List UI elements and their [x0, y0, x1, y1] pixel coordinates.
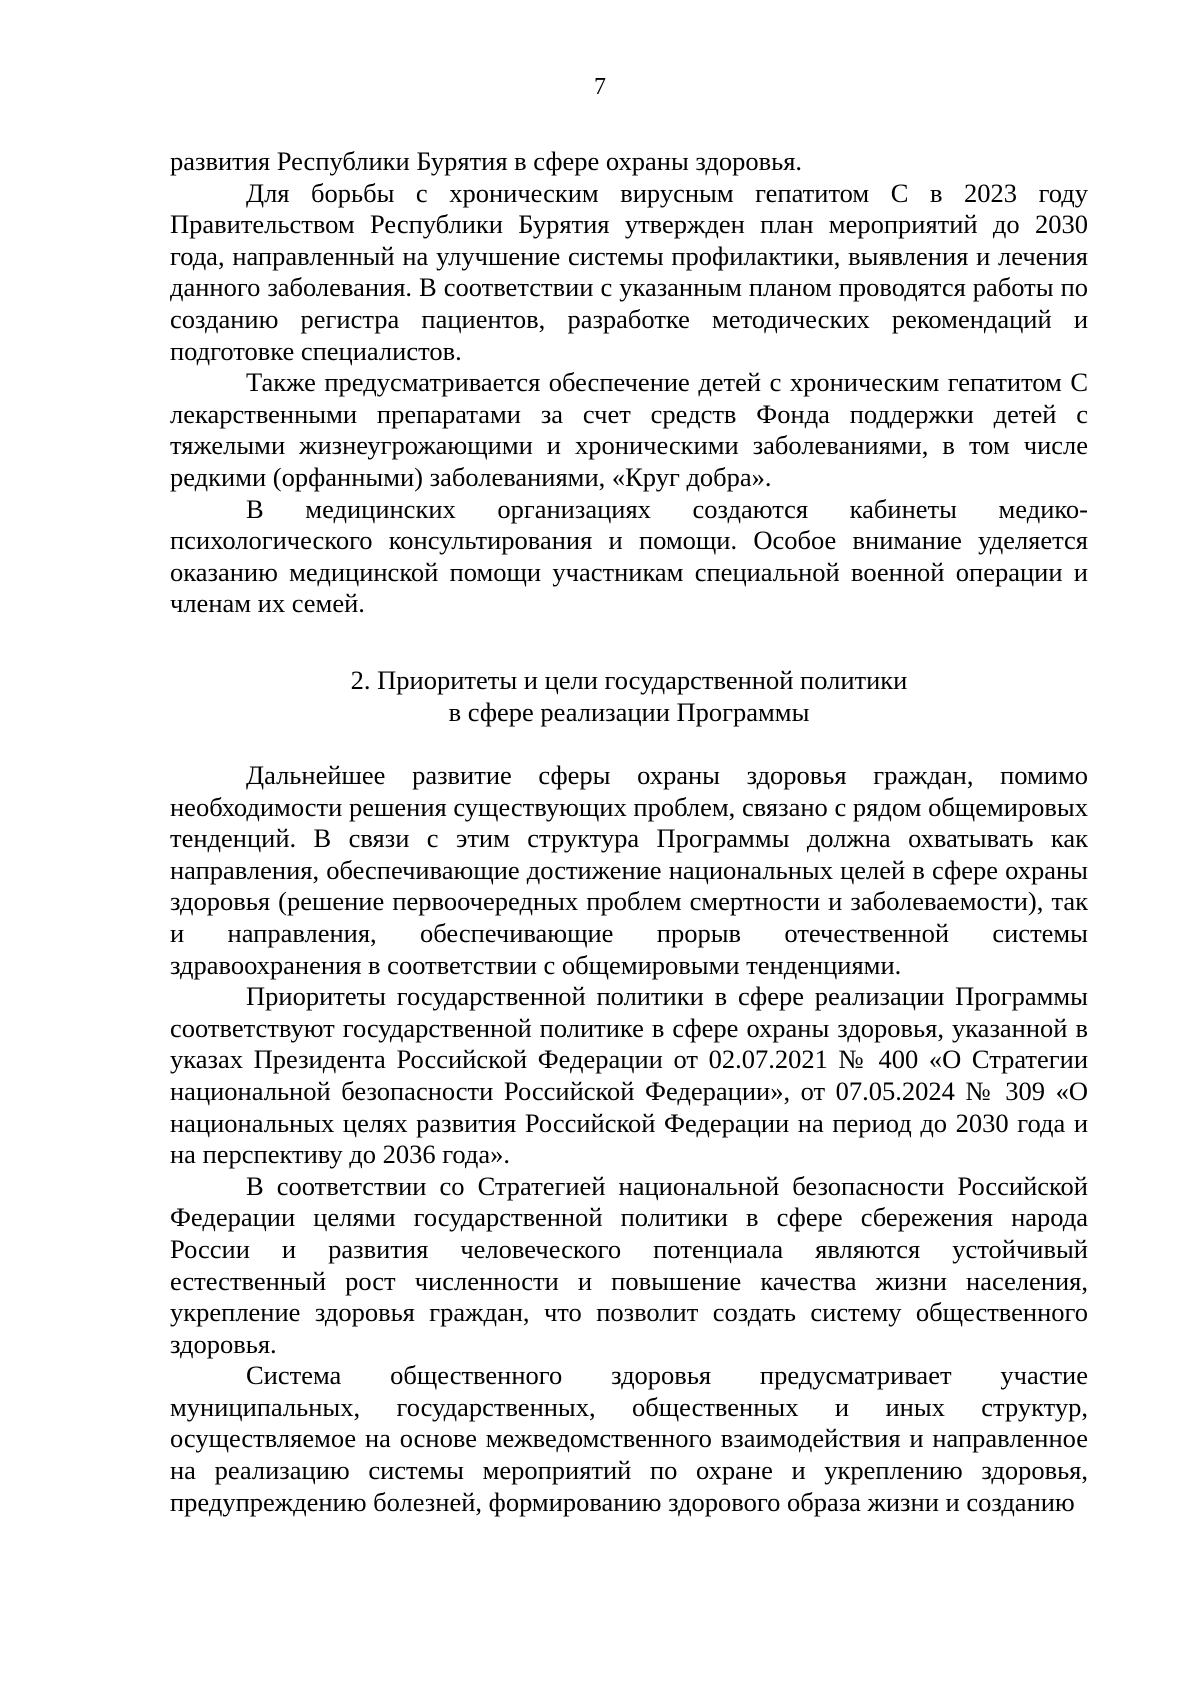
paragraph-further-development: Дальнейшее развитие сферы охраны здоровья граждан, помимо необходимости решения существующих проблем, связано с рядом общемировых тенденций. В связи с этим структура Программы должна охватывать как направления, обеспечивающие достижение национальных целей в сфере охраны здоровья (решение первоочередных проблем смертности и заболеваемости), так и направления, обеспечивающие прорыв отечественной системы здравоохранения в соответствии с общемировыми тенденциями.: [170, 760, 1088, 980]
paragraph-policy-priorities: Приоритеты государственной политики в сфере реализации Программы соответствуют государственной политике в сфере охраны здоровья, указанной в указах Президента Российской Федерации от 02.07.2021 № 400 «О Стратегии национальной безопасности Российской Федерации», от 07.05.2024 № 309 «О национальных целях развития Российской Федерации на период до 2030 года и на перспективу до 2036 года».: [170, 981, 1088, 1170]
paragraph-children-provision: Также предусматривается обеспечение детей с хроническим гепатитом С лекарственными препаратами за счет средств Фонда поддержки детей с тяжелыми жизнеугрожающими и хроническими заболеваниями, в том числе редкими (орфанными) заболеваниями, «Круг добра».: [170, 367, 1088, 492]
section-heading-line-2: в сфере реализации Программы: [448, 697, 810, 727]
page-number: 7: [594, 74, 606, 100]
section-text-block: [170, 760, 1088, 1518]
paragraph-hepatitis-plan: Для борьбы с хроническим вирусным гепатитом С в 2023 году Правительством Республики Бурятия утвержден план мероприятий до 2030 года, направленный на улучшение системы профилактики, выявления и лечения данного заболевания. В соответствии с указанным планом проводятся работы по созданию регистра пациентов, разработке методических рекомендаций и подготовке специалистов.: [170, 177, 1088, 366]
intro-text-block: [170, 146, 1088, 620]
paragraph-psychological-counseling: В медицинских организациях создаются кабинеты медико-психологического консультирования и помощи. Особое внимание уделяется оказанию медицинской помощи участникам специальной военной операции и членам их семей.: [170, 493, 1088, 619]
paragraph-public-health-system: Система общественного здоровья предусматривает участие муниципальных, государственных, общественных и иных структур, осуществляемое на основе межведомственного взаимодействия и направленное на реализацию системы мероприятий по охране и укреплению здоровья, предупреждению болезней, формированию здорового образа жизни и созданию: [170, 1360, 1088, 1517]
continuation-paragraph: развития Республики Бурятия в сфере охраны здоровья.: [170, 146, 803, 176]
section-heading: [170, 664, 1088, 728]
section-heading-line-1: 2. Приоритеты и цели государственной политики: [350, 665, 908, 695]
paragraph-security-strategy: В соответствии со Стратегией национальной безопасности Российской Федерации целями государственной политики в сфере сбережения народа России и развития человеческого потенциала являются устойчивый естественный рост численности и повышение качества жизни населения, укрепление здоровья граждан, что позволит создать систему общественного здоровья.: [170, 1170, 1088, 1359]
